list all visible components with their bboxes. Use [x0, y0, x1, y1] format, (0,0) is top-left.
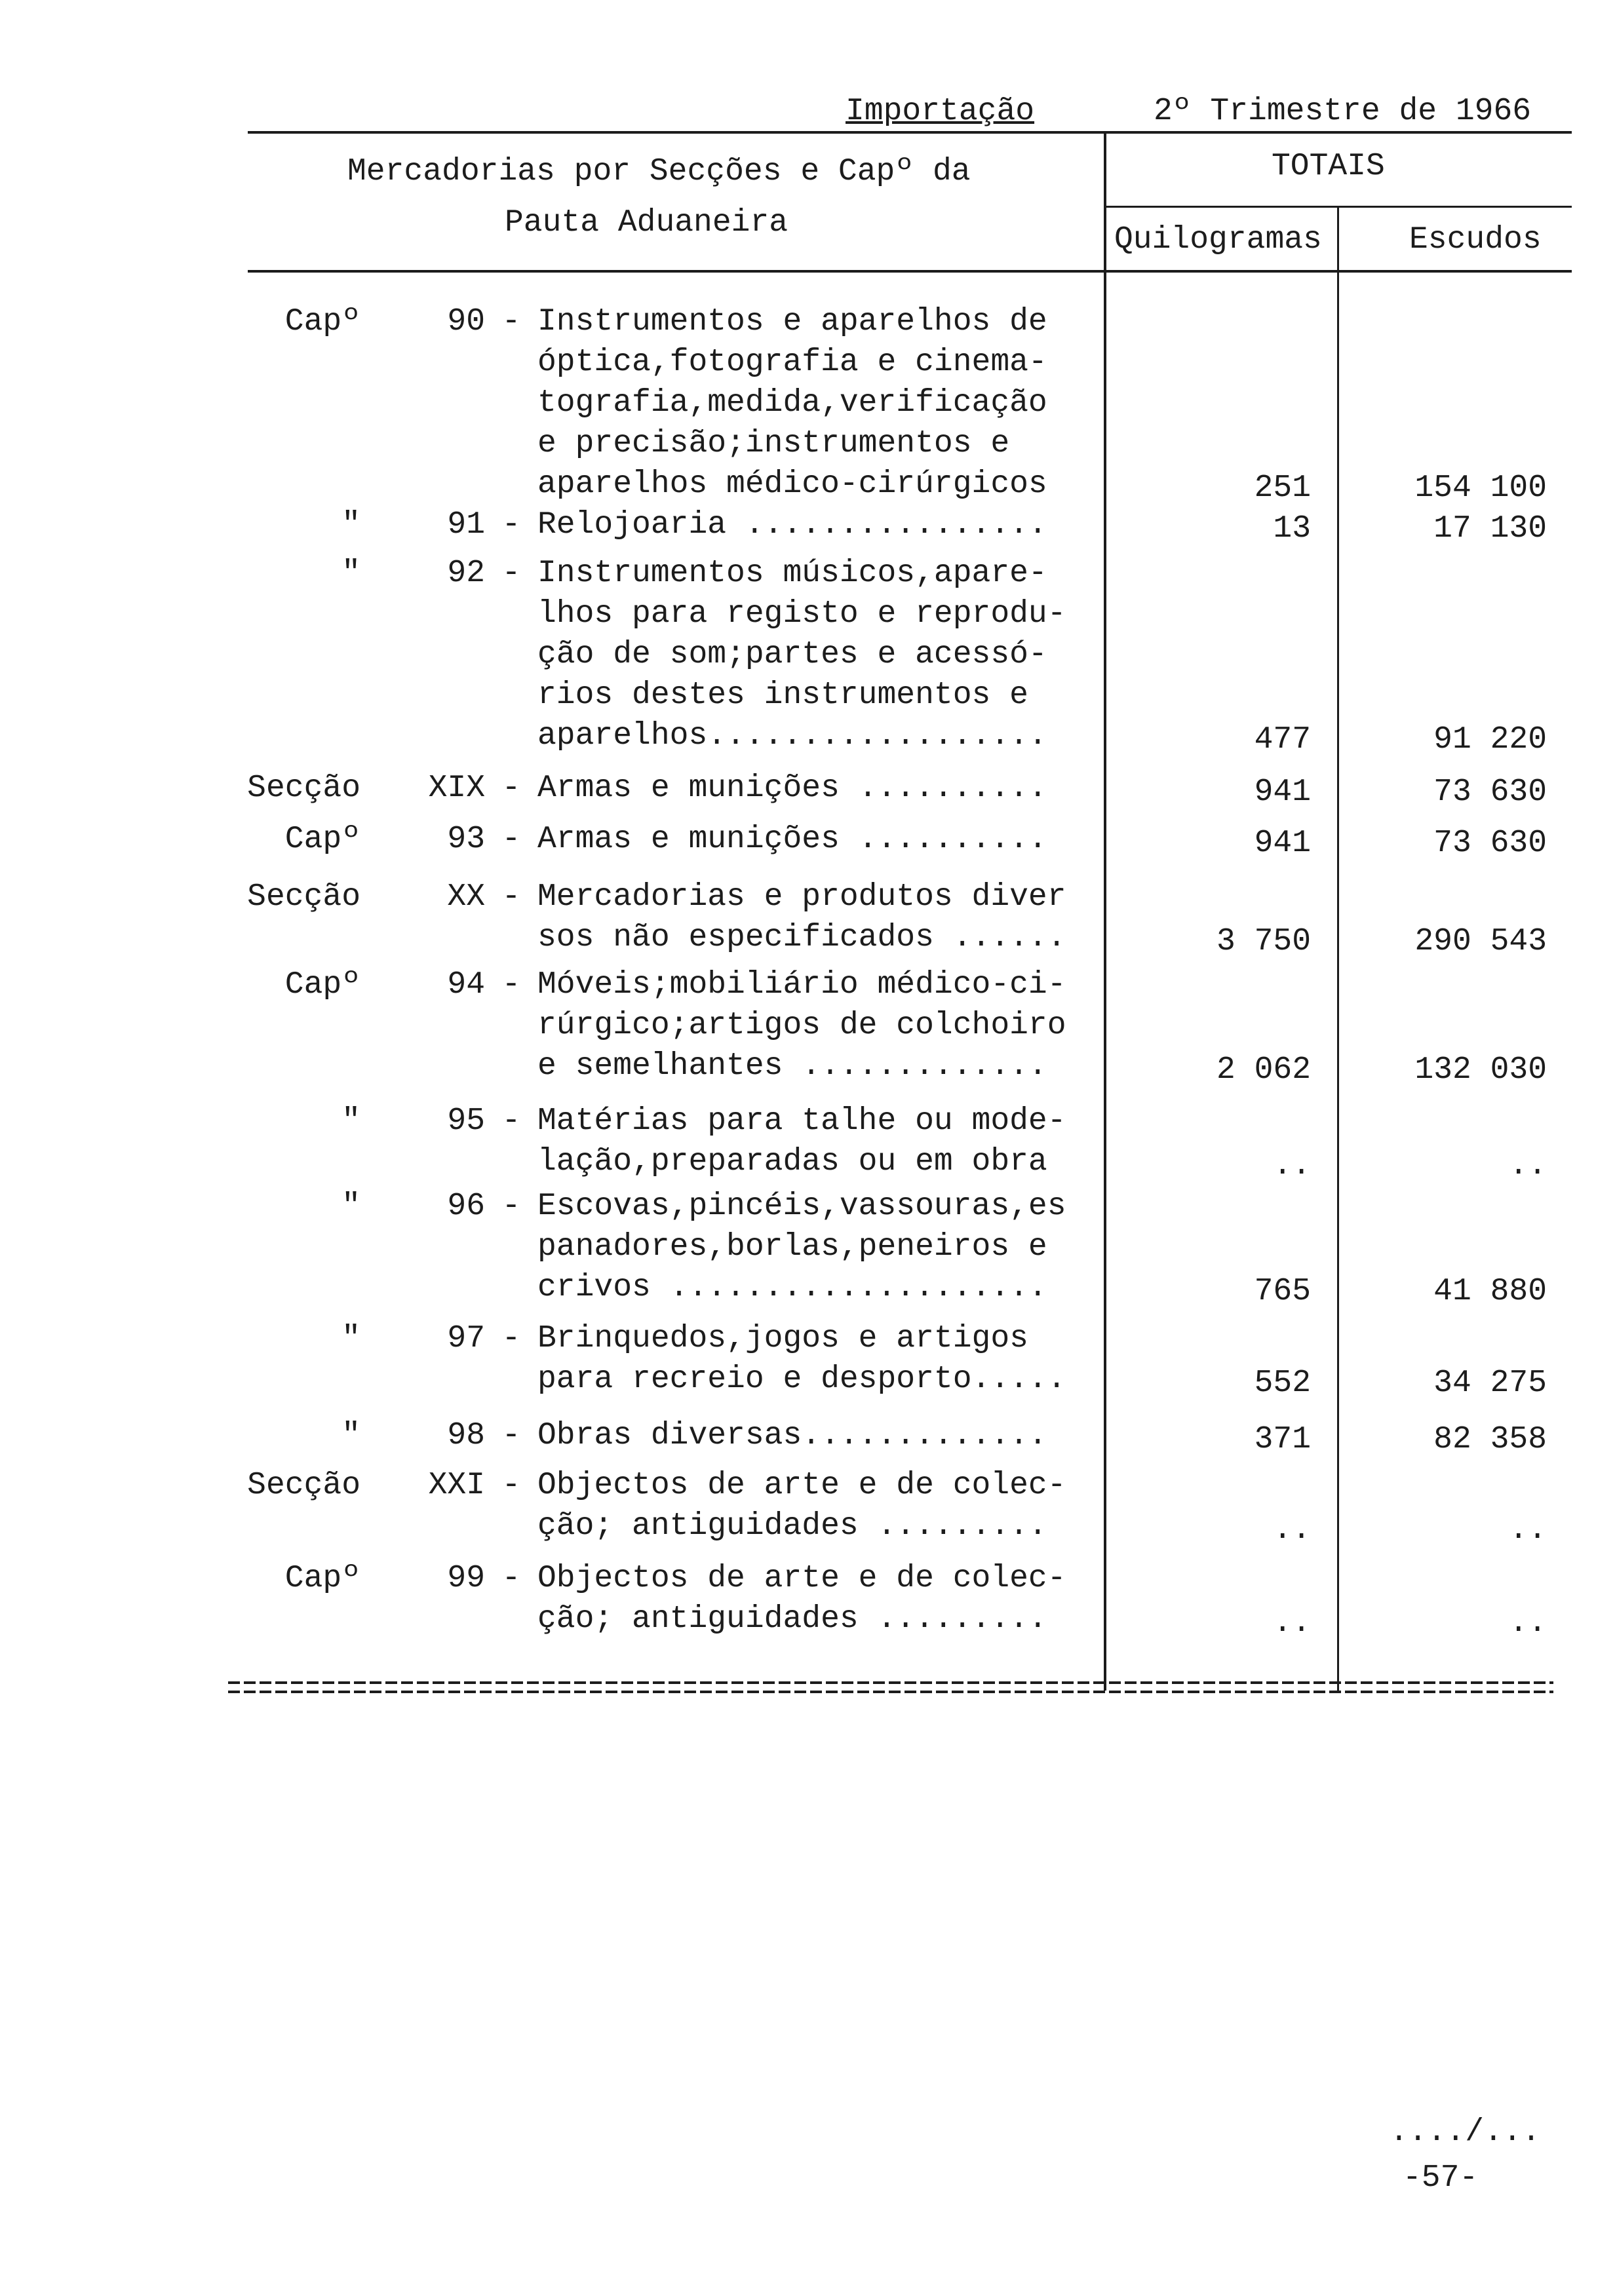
row-escudos: 290 543	[1414, 924, 1547, 959]
header-mercadorias-line1: Mercadorias por Secções e Capº da	[347, 154, 971, 189]
header-trimestre: 2º Trimestre de 1966	[1154, 94, 1532, 129]
row-chapter-number: 96	[447, 1189, 485, 1224]
row-description-line: Móveis;mobiliário médico-ci-	[537, 967, 1066, 1003]
row-quilogramas: 371	[1254, 1422, 1311, 1457]
row-description-line: tografia,medida,verificação	[537, 385, 1047, 421]
row-dash: -	[501, 967, 521, 1003]
row-description-line: rios destes instrumentos e	[537, 678, 1028, 713]
row-chapter-number: 99	[447, 1561, 485, 1596]
row-description-line: Brinquedos,jogos e artigos	[537, 1321, 1028, 1356]
row-description-line: crivos ....................	[537, 1270, 1047, 1305]
row-description-line: Armas e munições ..........	[537, 822, 1047, 857]
row-quilogramas: ..	[1273, 1148, 1311, 1183]
row-escudos: 82 358	[1433, 1422, 1547, 1457]
row-description-line: Objectos de arte e de colec-	[537, 1468, 1066, 1503]
row-escudos: ..	[1509, 1512, 1547, 1548]
top-rule	[248, 131, 1572, 134]
row-dash: -	[501, 304, 521, 339]
row-quilogramas: 2 062	[1216, 1052, 1311, 1088]
row-escudos: 34 275	[1433, 1366, 1547, 1401]
row-description-line: para recreio e desporto.....	[537, 1362, 1066, 1397]
header-escudos: Escudos	[1409, 222, 1542, 258]
row-dash: -	[501, 1103, 521, 1139]
row-description-line: Mercadorias e produtos diver	[537, 879, 1066, 915]
row-chapter-number: 94	[447, 967, 485, 1003]
row-dash: -	[501, 556, 521, 591]
row-escudos: 73 630	[1433, 775, 1547, 810]
column-divider-description	[1104, 131, 1106, 1691]
row-description-line: lação,preparadas ou em obra	[537, 1144, 1047, 1179]
row-dash: -	[501, 1418, 521, 1453]
row-escudos: 41 880	[1433, 1274, 1547, 1309]
continued-marker: ..../...	[1390, 2114, 1541, 2150]
row-dash: -	[501, 507, 521, 543]
row-section-label: Capº	[284, 1561, 360, 1596]
row-chapter-number: 95	[447, 1103, 485, 1139]
row-section-label: Secção	[247, 879, 360, 915]
row-quilogramas: 477	[1254, 722, 1311, 757]
row-escudos: 154 100	[1414, 470, 1547, 506]
row-dash: -	[501, 822, 521, 857]
row-quilogramas: 941	[1254, 775, 1311, 810]
row-quilogramas: 941	[1254, 826, 1311, 861]
row-section-label: "	[341, 1321, 360, 1356]
row-section-label: Capº	[284, 967, 360, 1003]
row-dash: -	[501, 1561, 521, 1596]
row-description-line: rúrgico;artigos de colchoiro	[537, 1008, 1066, 1043]
row-escudos: ..	[1509, 1605, 1547, 1641]
row-chapter-number: 98	[447, 1418, 485, 1453]
row-dash: -	[501, 1321, 521, 1356]
row-dash: -	[501, 1468, 521, 1503]
row-dash: -	[501, 879, 521, 915]
row-description-line: lhos para registo e reprodu-	[537, 596, 1066, 632]
row-description-line: óptica,fotografia e cinema-	[537, 345, 1047, 380]
row-chapter-number: XIX	[428, 771, 485, 806]
row-description-line: Instrumentos músicos,apare-	[537, 556, 1047, 591]
row-description-line: Relojoaria ................	[537, 507, 1047, 543]
row-description-line: Matérias para talhe ou mode-	[537, 1103, 1066, 1139]
header-quilogramas: Quilogramas	[1114, 222, 1322, 258]
row-dash: -	[501, 1189, 521, 1224]
row-description-line: Instrumentos e aparelhos de	[537, 304, 1047, 339]
row-description-line: panadores,borlas,peneiros e	[537, 1229, 1047, 1265]
header-importacao: Importação	[846, 94, 1035, 129]
row-dash: -	[501, 771, 521, 806]
row-description-line: Objectos de arte e de colec-	[537, 1561, 1066, 1596]
row-quilogramas: 765	[1254, 1274, 1311, 1309]
header-bottom-rule	[248, 270, 1572, 273]
row-escudos: 17 130	[1433, 511, 1547, 546]
row-description-line: ção de som;partes e acessó-	[537, 637, 1047, 672]
row-chapter-number: 92	[447, 556, 485, 591]
page-number: -57-	[1403, 2160, 1479, 2196]
row-chapter-number: 93	[447, 822, 485, 857]
header-mercadorias-line2: Pauta Aduaneira	[505, 205, 788, 240]
row-section-label: "	[341, 556, 360, 591]
row-description-line: e semelhantes .............	[537, 1048, 1047, 1084]
row-section-label: Capº	[284, 822, 360, 857]
row-quilogramas: 552	[1254, 1366, 1311, 1401]
row-description-line: Escovas,pincéis,vassouras,es	[537, 1189, 1066, 1224]
closing-rule-lower	[228, 1691, 1553, 1693]
row-description-line: ção; antiguidades .........	[537, 1601, 1047, 1637]
row-chapter-number: 97	[447, 1321, 485, 1356]
row-chapter-number: 90	[447, 304, 485, 339]
row-section-label: Capº	[284, 304, 360, 339]
row-description-line: aparelhos..................	[537, 718, 1047, 754]
row-escudos: 73 630	[1433, 826, 1547, 861]
row-quilogramas: 3 750	[1216, 924, 1311, 959]
row-description-line: Obras diversas.............	[537, 1418, 1047, 1453]
row-section-label: "	[341, 1418, 360, 1453]
row-description-line: sos não especificados ......	[537, 920, 1066, 955]
row-section-label: Secção	[247, 771, 360, 806]
row-escudos: 132 030	[1414, 1052, 1547, 1088]
row-description-line: ção; antiguidades .........	[537, 1508, 1047, 1544]
row-quilogramas: 13	[1273, 511, 1311, 546]
closing-rule-upper	[228, 1681, 1553, 1684]
row-chapter-number: XX	[447, 879, 485, 915]
row-section-label: "	[341, 507, 360, 543]
row-quilogramas: ..	[1273, 1512, 1311, 1548]
row-description-line: Armas e munições ..........	[537, 771, 1047, 806]
row-section-label: "	[341, 1189, 360, 1224]
row-chapter-number: 91	[447, 507, 485, 543]
row-description-line: e precisão;instrumentos e	[537, 426, 1010, 461]
row-section-label: Secção	[247, 1468, 360, 1503]
row-escudos: 91 220	[1433, 722, 1547, 757]
row-description-line: aparelhos médico-cirúrgicos	[537, 467, 1047, 502]
row-quilogramas: 251	[1254, 470, 1311, 506]
row-quilogramas: ..	[1273, 1605, 1311, 1641]
header-totais: TOTAIS	[1272, 149, 1385, 184]
row-escudos: ..	[1509, 1148, 1547, 1183]
row-chapter-number: XXI	[428, 1468, 485, 1503]
row-section-label: "	[341, 1103, 360, 1139]
